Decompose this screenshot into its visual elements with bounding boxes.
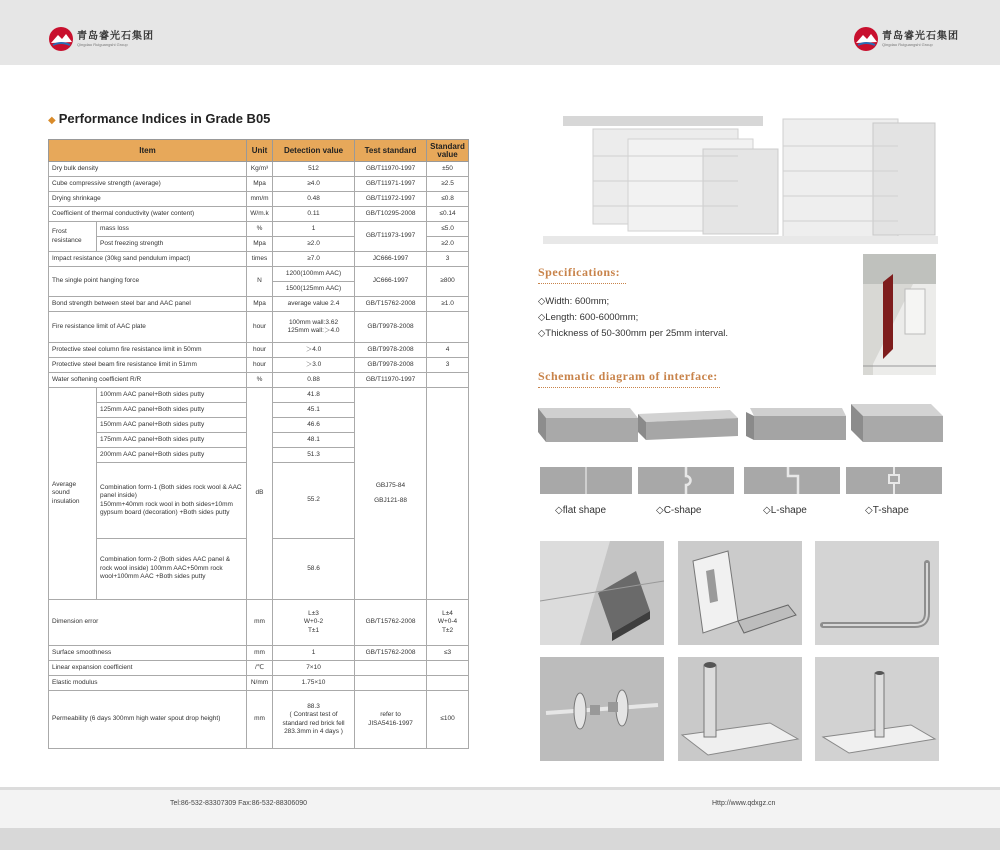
cell: ≥2.0: [427, 237, 469, 252]
footer-bar: [0, 828, 1000, 850]
table-row: [49, 162, 469, 177]
cell: GB/T9978-2008: [355, 343, 427, 358]
logo-right: [853, 26, 959, 52]
cell-line: T±1: [307, 626, 320, 634]
cell: 45.1: [273, 403, 355, 418]
table-row: [49, 691, 469, 749]
cell: [355, 691, 427, 749]
cell: ±50: [427, 162, 469, 177]
cell: 175mm AAC panel+Both sides putty: [97, 433, 247, 448]
cell: 3: [427, 358, 469, 373]
cell: ≥7.0: [273, 252, 355, 267]
cell-line: 100mm wall:3.62: [288, 318, 339, 326]
cell: [273, 691, 355, 749]
cell: Drying shrinkage: [49, 192, 247, 207]
cell: Kg/m³: [247, 162, 273, 177]
cell: JC666-1997: [355, 267, 427, 297]
cell: mm: [247, 691, 273, 749]
cell: Post freezing strength: [97, 237, 247, 252]
th-unit: Unit: [247, 140, 273, 162]
table-row: [49, 343, 469, 358]
flat-panel-3d: [538, 406, 638, 444]
cell: [355, 661, 427, 676]
cell: 55.2: [273, 463, 355, 539]
schematic-title: Schematic diagram of interface:: [538, 369, 718, 383]
table-row: [49, 358, 469, 373]
cell: ≥800: [427, 267, 469, 297]
table-row: [49, 192, 469, 207]
cell: Average sound insulation: [49, 388, 97, 600]
cell: The single point hanging force: [49, 267, 247, 297]
shape-label-flat: ◇flat shape: [555, 505, 607, 516]
page-footer: [0, 787, 1000, 850]
cell: Frost resistance: [49, 222, 97, 252]
cell-line: T±2: [441, 626, 454, 634]
cell: GB/T15762-2008: [355, 600, 427, 646]
cell: Impact resistance (30kg sand pendulum impact): [49, 252, 247, 267]
angle-bracket-photo: [540, 541, 664, 645]
cell: 7×10: [273, 661, 355, 676]
cell: GB/T15762-2008: [355, 646, 427, 661]
cell: %: [247, 373, 273, 388]
cell-line: W+0-2: [303, 618, 324, 626]
cell: [427, 600, 469, 646]
cell-line: 88.3: [307, 702, 320, 710]
shape-label-t: ◇T-shape: [865, 505, 909, 516]
t-joint-profile: [846, 467, 942, 494]
cell: Protective steel beam fire resistance limit in 51mm: [49, 358, 247, 373]
l-panel-3d: [746, 406, 846, 444]
cell-line: L±4: [442, 609, 453, 617]
th-item: Item: [49, 140, 247, 162]
th-detection: Detection value: [273, 140, 355, 162]
logo-mark-icon: [48, 26, 74, 52]
cell: [355, 676, 427, 691]
cell: 51.3: [273, 448, 355, 463]
cell: ＞4.0: [273, 343, 355, 358]
cell: ≤0.14: [427, 207, 469, 222]
cell: dB: [247, 388, 273, 600]
th-standard: Test standard: [355, 140, 427, 162]
cell: ≥2.0: [273, 237, 355, 252]
cell: %: [247, 222, 273, 237]
cell: 1500(125mm AAC): [273, 282, 355, 297]
c-joint-profile: [638, 467, 734, 494]
cell: GB/T9978-2008: [355, 312, 427, 343]
cell: 125mm AAC panel+Both sides putty: [97, 403, 247, 418]
flat-joint-profile: [540, 467, 632, 494]
cell: ≤100: [427, 691, 469, 749]
cell: GB/T11972-1997: [355, 192, 427, 207]
cell: 150mm AAC panel+Both sides putty: [97, 418, 247, 433]
specifications-title: Specifications:: [538, 265, 621, 279]
cell-line: ( Contrast test of: [289, 711, 338, 718]
cell-line: Combination form-1 (Both sides rock wool & AAC panel inside): [100, 483, 242, 499]
table-row: [49, 267, 469, 282]
cell-line: GBJ121-88: [374, 496, 407, 504]
cell: ≥1.0: [427, 297, 469, 312]
cell-line: L±3: [308, 609, 319, 617]
cell: ≤3: [427, 646, 469, 661]
cell: GB/T11970-1997: [355, 162, 427, 177]
cell: /℃: [247, 661, 273, 676]
cell: [427, 388, 469, 600]
cell: N: [247, 267, 273, 297]
table-header-row: [49, 140, 469, 162]
cell: JC666-1997: [355, 252, 427, 267]
cell: mass loss: [97, 222, 247, 237]
cell: [273, 600, 355, 646]
cell: ≥2.5: [427, 177, 469, 192]
table-row: [49, 177, 469, 192]
cell: 0.48: [273, 192, 355, 207]
cell: [355, 388, 427, 600]
spec-thickness: ◇Thickness of 50-300mm per 25mm interval.: [538, 328, 728, 339]
section-title: [48, 111, 270, 126]
cell-line: standard red brick fell: [282, 719, 345, 727]
table-row: [49, 388, 469, 403]
cell-line: GBJ75-84: [375, 482, 406, 489]
logo-en: Qingdao Ruiguangshi Group: [882, 41, 933, 47]
diamond-icon: ◆: [48, 115, 56, 126]
cell: mm: [247, 600, 273, 646]
cell: Fire resistance limit of AAC plate: [49, 312, 247, 343]
title-underline: [538, 387, 720, 388]
cell: 41.8: [273, 388, 355, 403]
cell: W/m.k: [247, 207, 273, 222]
cell: 200mm AAC panel+Both sides putty: [97, 448, 247, 463]
cell-line: 283.3mm in 4 days ): [284, 728, 343, 735]
installation-photo: [863, 254, 936, 375]
cell: GB/T11971-1997: [355, 177, 427, 192]
page-header: [0, 0, 1000, 65]
cell: GB/T10295-2008: [355, 207, 427, 222]
cell: [427, 676, 469, 691]
cell-line: refer to: [380, 711, 401, 718]
cell: average value 2.4: [273, 297, 355, 312]
cell: Dry bulk density: [49, 162, 247, 177]
cell: 46.6: [273, 418, 355, 433]
cell: Combination form-2 (Both sides AAC panel & rock wool inside) 100mm AAC+50mm rock wool+100mm AAC +Both sides putty: [97, 539, 247, 600]
cell: [427, 373, 469, 388]
cell: Permeability (6 days 300mm high water spout drop height): [49, 691, 247, 749]
table-row: [49, 312, 469, 343]
cell: 3: [427, 252, 469, 267]
cell: hour: [247, 343, 273, 358]
logo-cn: 青岛睿光石集团: [882, 30, 959, 42]
cell: GB/T15762-2008: [355, 297, 427, 312]
cell: N/mm: [247, 676, 273, 691]
l-joint-profile: [744, 467, 840, 494]
cell: 1: [273, 222, 355, 237]
cell-line: 125mm wall:＞4.0: [287, 327, 340, 334]
logo-en: Qingdao Ruiguangshi Group: [77, 41, 128, 47]
cell: 1: [273, 646, 355, 661]
table-row: [49, 373, 469, 388]
cell: Linear expansion coefficient: [49, 661, 247, 676]
cell: [427, 661, 469, 676]
title-underline: [538, 283, 626, 284]
performance-table: [48, 139, 469, 749]
cell: Mpa: [247, 297, 273, 312]
cell: Protective steel column fire resistance limit in 50mm: [49, 343, 247, 358]
cell: ≤0.8: [427, 192, 469, 207]
table-row: [49, 676, 469, 691]
cell: GB/T11973-1997: [355, 222, 427, 252]
table-row: [49, 600, 469, 646]
table-row: [49, 297, 469, 312]
cell: 58.6: [273, 539, 355, 600]
cell: Water softening coefficient R/R: [49, 373, 247, 388]
bolt-washer-photo: [540, 657, 664, 761]
cell: Dimension error: [49, 600, 247, 646]
cell: GB/T11970-1997: [355, 373, 427, 388]
logo-cn: 青岛睿光石集团: [77, 30, 154, 42]
t-panel-3d: [851, 402, 943, 444]
cell: times: [247, 252, 273, 267]
spec-length: ◇Length: 600-6000mm;: [538, 312, 639, 323]
cell: mm/m: [247, 192, 273, 207]
shape-label-l: ◇L-shape: [763, 505, 807, 516]
cell: Coefficient of thermal conductivity (water content): [49, 207, 247, 222]
cell: hour: [247, 358, 273, 373]
footer-url[interactable]: Http://www.qdxgz.cn: [712, 800, 776, 807]
cell: Elastic modulus: [49, 676, 247, 691]
cell: 512: [273, 162, 355, 177]
logo-mark-icon: [853, 26, 879, 52]
table-row: [49, 646, 469, 661]
cell: 1200(100mm AAC): [273, 267, 355, 282]
cell: hour: [247, 312, 273, 343]
hook-bolt-photo: [815, 541, 939, 645]
cell: ＞3.0: [273, 358, 355, 373]
cell: Cube compressive strength (average): [49, 177, 247, 192]
table-row: [49, 252, 469, 267]
logo-left: [48, 26, 154, 52]
th-standard-value: Standard value: [427, 140, 469, 162]
cell: Bond strength between steel bar and AAC panel: [49, 297, 247, 312]
footer-contact: Tel:86-532-83307309 Fax:86-532-88306090: [170, 800, 307, 807]
l-plate-photo: [678, 541, 802, 645]
section-title-text: Performance Indices in Grade B05: [58, 111, 271, 126]
spec-width: ◇Width: 600mm;: [538, 296, 610, 307]
cell: [273, 312, 355, 343]
cell-line: JISA5416-1997: [368, 719, 413, 727]
cell: 48.1: [273, 433, 355, 448]
table-row: [49, 207, 469, 222]
cell: ≤5.0: [427, 222, 469, 237]
cell: [427, 312, 469, 343]
table-row: [49, 222, 469, 237]
shape-label-c: ◇C-shape: [656, 505, 702, 516]
panels-stack-photo: [543, 101, 938, 244]
cell: Surface smoothness: [49, 646, 247, 661]
cell: ≥4.0: [273, 177, 355, 192]
cell: 0.11: [273, 207, 355, 222]
cell: 1.75×10: [273, 676, 355, 691]
table-row: [49, 661, 469, 676]
cell: GB/T9978-2008: [355, 358, 427, 373]
cell: mm: [247, 646, 273, 661]
cell: Mpa: [247, 177, 273, 192]
cell-line: 150mm+40mm rock wool in both sides+10mm gypsum board (decoration) +Both sides putty: [100, 500, 233, 516]
cell: 0.88: [273, 373, 355, 388]
rod-plate-photo: [815, 657, 939, 761]
cell: 100mm AAC panel+Both sides putty: [97, 388, 247, 403]
cell: [97, 463, 247, 539]
cell: 4: [427, 343, 469, 358]
cell: Mpa: [247, 237, 273, 252]
c-panel-3d: [638, 410, 738, 442]
pipe-plate-photo: [678, 657, 802, 761]
cell-line: W+0-4: [437, 618, 458, 626]
